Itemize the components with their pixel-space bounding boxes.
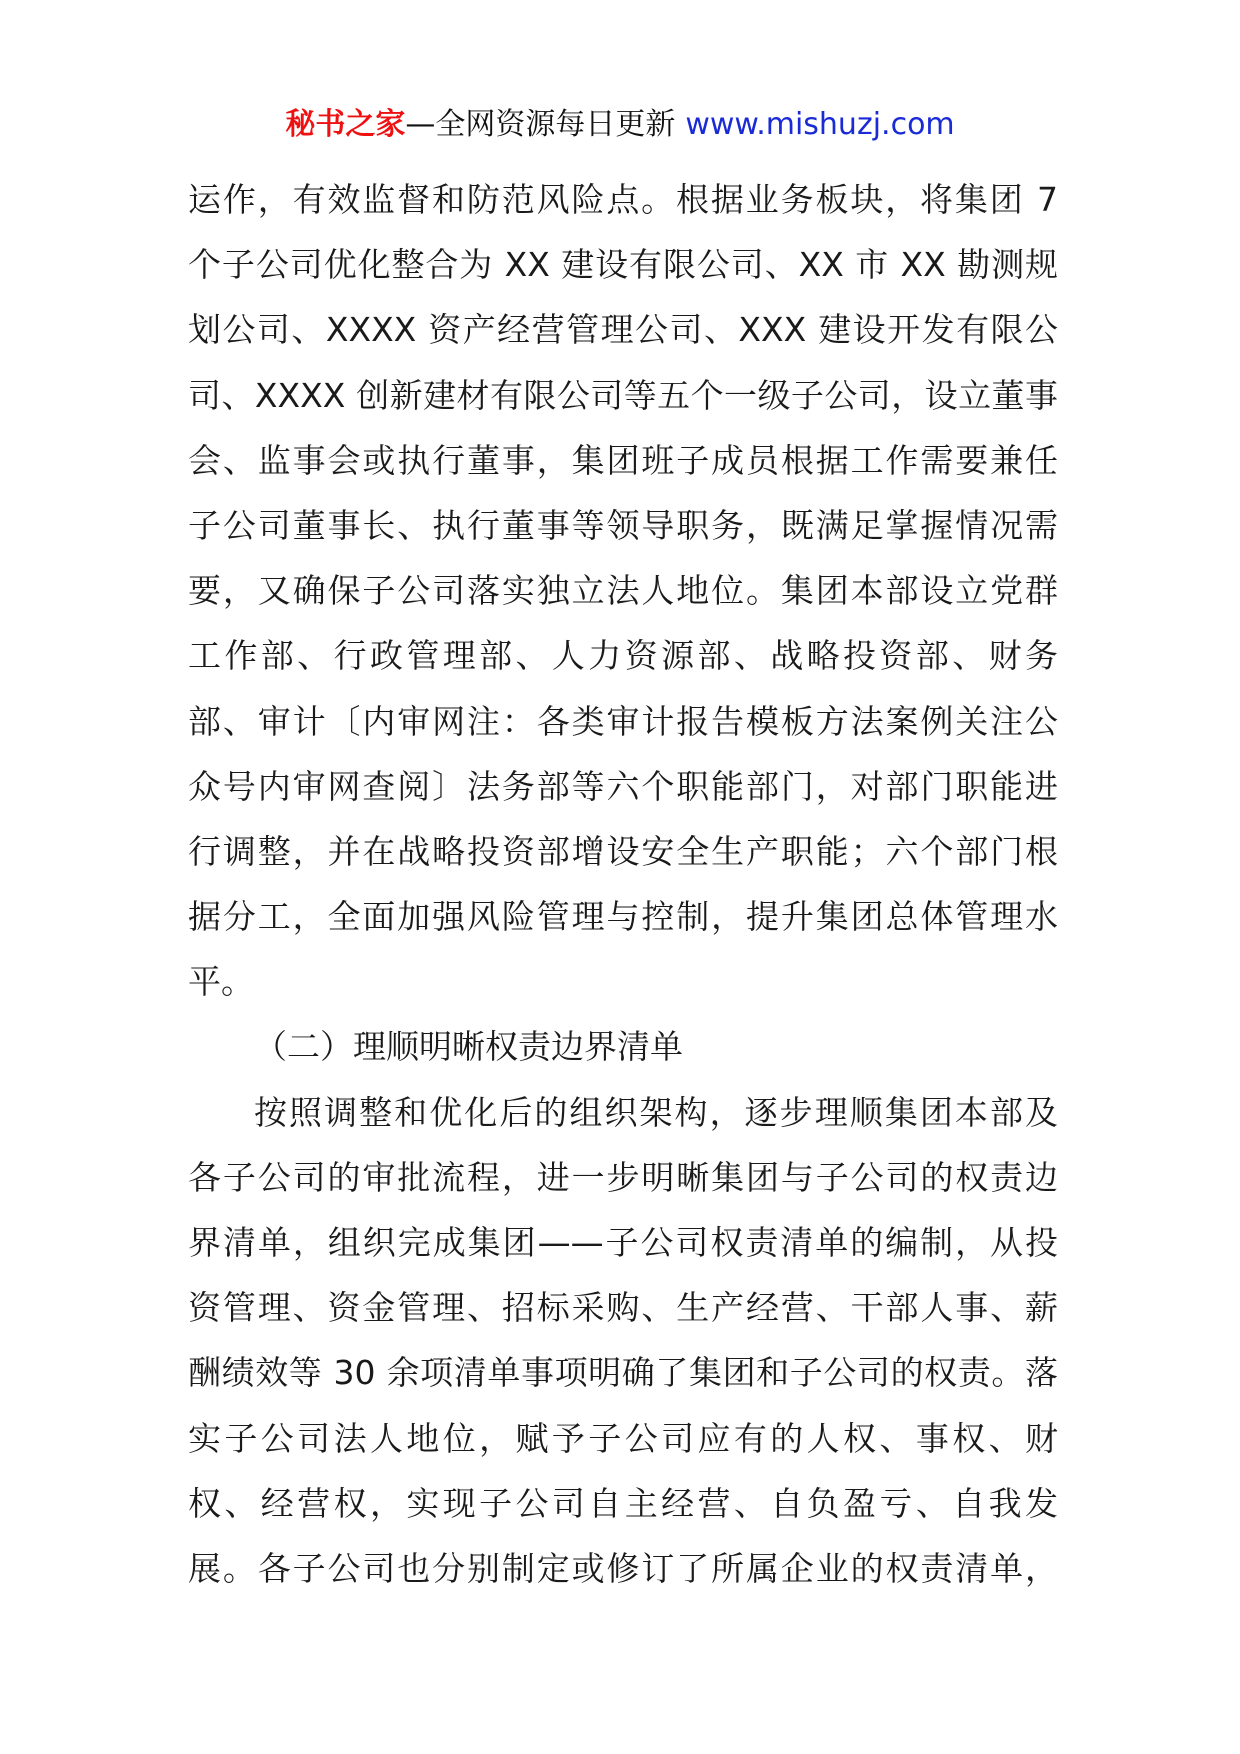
text-line: 运作，有效监督和防范风险点。根据业务板块，将集团 7 xyxy=(188,180,1058,219)
text-line: 众号内审网查阅〕法务部等六个职能部门，对部门职能进 xyxy=(188,766,1058,806)
text-line: 会、监事会或执行董事，集团班子成员根据工作需要兼任 xyxy=(188,440,1058,480)
section-heading: （二）理顺明晰权责边界清单 xyxy=(254,1027,683,1067)
site-tagline: —全网资源每日更新 xyxy=(405,107,676,142)
text-line: 要，又确保子公司落实独立法人地位。集团本部设立党群 xyxy=(188,571,1058,611)
text-line: 部、审计〔内审网注：各类审计报告模板方法案例关注公 xyxy=(188,701,1058,741)
text-line: 展。各子公司也分别制定或修订了所属企业的权责清单， xyxy=(188,1548,1058,1588)
site-brand: 秘书之家 xyxy=(285,107,406,142)
paragraph-first-line: 按照调整和优化后的组织架构，逐步理顺集团本部及 xyxy=(254,1092,1058,1132)
text-line: 工作部、行政管理部、人力资源部、战略投资部、财务 xyxy=(188,636,1058,676)
text-line: 平。 xyxy=(188,962,254,1002)
document-body xyxy=(188,167,1058,1601)
text-line: 划公司、XXXX 资产经营管理公司、XXX 建设开发有限公 xyxy=(188,310,1058,350)
text-line: 资管理、资金管理、招标采购、生产经营、干部人事、薪 xyxy=(188,1288,1058,1328)
text-line: 权、经营权，实现子公司自主经营、自负盈亏、自我发 xyxy=(188,1483,1058,1523)
text-line: 酬绩效等 30 余项清单事项明确了集团和子公司的权责。落 xyxy=(188,1353,1058,1393)
text-line: 实子公司法人地位，赋予子公司应有的人权、事权、财 xyxy=(188,1418,1058,1458)
text-line: 子公司董事长、执行董事等领导职务，既满足掌握情况需 xyxy=(188,505,1058,545)
text-line: 据分工，全面加强风险管理与控制，提升集团总体管理水 xyxy=(188,897,1058,937)
text-line: 行调整，并在战略投资部增设安全生产职能；六个部门根 xyxy=(188,831,1058,871)
site-header xyxy=(0,100,1240,150)
site-url-link[interactable]: www.mishuzj.com xyxy=(685,107,955,142)
text-line: 个子公司优化整合为 XX 建设有限公司、XX 市 XX 勘测规 xyxy=(188,245,1058,285)
text-line: 界清单，组织完成集团——子公司权责清单的编制，从投 xyxy=(188,1223,1058,1262)
text-line: 各子公司的审批流程，进一步明晰集团与子公司的权责边 xyxy=(188,1157,1058,1197)
text-line: 司、XXXX 创新建材有限公司等五个一级子公司，设立董事 xyxy=(188,375,1058,415)
